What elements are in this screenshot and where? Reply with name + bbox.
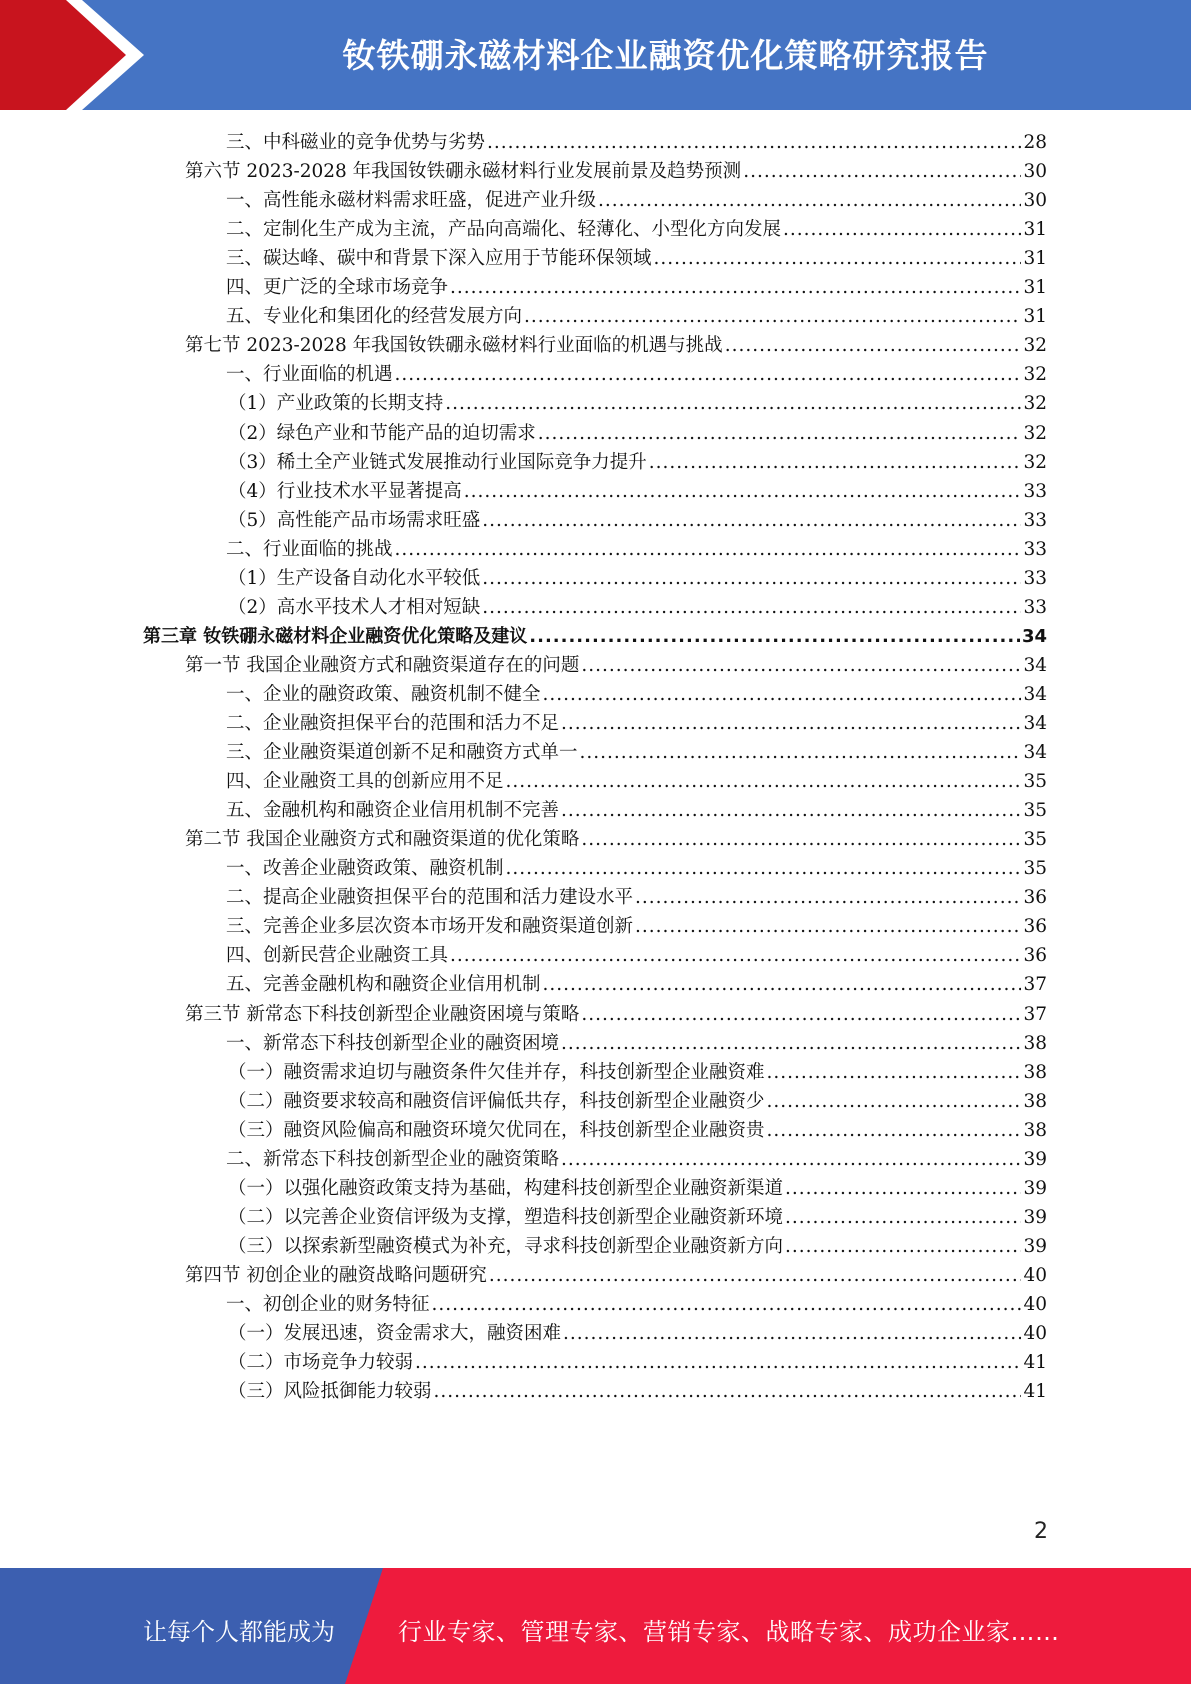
toc-entry-title: 三、碳达峰、碳中和背景下深入应用于节能环保领域 — [226, 248, 652, 270]
toc-entry-page: 41 — [1023, 1352, 1047, 1374]
toc-dot-leader — [561, 708, 1021, 739]
toc-dot-leader — [581, 650, 1021, 681]
footer-slogan-right: 行业专家、管理专家、营销专家、战略专家、成功企业家…… — [398, 1618, 1060, 1646]
toc-dot-leader — [767, 1086, 1022, 1117]
toc-entry[interactable] — [226, 940, 1047, 971]
toc-entry-page: 33 — [1023, 567, 1047, 589]
toc-entry-title: 一、改善企业融资政策、融资机制 — [226, 858, 504, 880]
toc-entry-title: 三、企业融资渠道创新不足和融资方式单一 — [226, 742, 578, 764]
toc-entry[interactable] — [185, 156, 1047, 187]
toc-entry-page: 33 — [1023, 480, 1047, 502]
toc-entry-page: 33 — [1023, 509, 1047, 531]
toc-entry[interactable] — [226, 911, 1047, 942]
toc-entry-page: 35 — [1023, 858, 1047, 880]
toc-entry-page: 39 — [1023, 1235, 1047, 1257]
toc-chapter-entry[interactable] — [143, 621, 1047, 652]
toc-dot-leader — [581, 999, 1021, 1030]
toc-entry-title: 二、提高企业融资担保平台的范围和活力建设水平 — [226, 887, 634, 909]
toc-entry[interactable] — [226, 1144, 1047, 1175]
toc-entry[interactable] — [228, 447, 1047, 478]
toc-dot-leader — [767, 1057, 1022, 1088]
toc-entry-title: 第一节 我国企业融资方式和融资渠道存在的问题 — [185, 654, 580, 676]
toc-dot-leader — [538, 418, 1022, 449]
toc-entry[interactable] — [226, 127, 1047, 158]
toc-entry-title: 一、行业面临的机遇 — [226, 364, 393, 386]
toc-entry-title: 一、高性能永磁材料需求旺盛，促进产业升级 — [226, 190, 597, 212]
toc-entry-title: （三）以探索新型融资模式为补充，寻求科技创新型企业融资新方向 — [228, 1235, 784, 1257]
toc-entry[interactable] — [228, 1202, 1047, 1233]
toc-dot-leader — [482, 592, 1021, 623]
toc-entry[interactable] — [226, 301, 1047, 332]
toc-entry-title: （一）融资需求迫切与融资条件欠佳并存，科技创新型企业融资难 — [228, 1061, 765, 1083]
toc-entry-title: 五、完善金融机构和融资企业信用机制 — [226, 974, 541, 996]
toc-dot-leader — [785, 1173, 1021, 1204]
toc-entry[interactable] — [226, 708, 1047, 739]
toc-entry-title: 五、专业化和集团化的经营发展方向 — [226, 306, 523, 328]
toc-entry-page: 35 — [1023, 800, 1047, 822]
toc-entry-title: 一、初创企业的财务特征 — [226, 1294, 430, 1315]
toc-entry-title: （三）风险抵御能力较弱 — [228, 1381, 432, 1403]
toc-entry[interactable] — [228, 1057, 1047, 1088]
toc-entry[interactable] — [226, 359, 1047, 390]
toc-dot-leader — [482, 505, 1021, 536]
toc-entry[interactable] — [226, 969, 1047, 1000]
toc-entry-title: 四、企业融资工具的创新应用不足 — [226, 771, 504, 793]
toc-entry-title: 四、创新民营企业融资工具 — [226, 945, 449, 967]
toc-entry-page: 38 — [1023, 1032, 1047, 1054]
toc-entry-title: （4）行业技术水平显著提高 — [228, 480, 462, 502]
toc-dot-leader — [506, 853, 1022, 884]
toc-dot-leader — [415, 1347, 1021, 1378]
toc-entry[interactable] — [228, 505, 1047, 536]
toc-entry[interactable] — [228, 418, 1047, 449]
toc-entry-page: 32 — [1023, 422, 1047, 444]
toc-entry[interactable] — [228, 1347, 1047, 1378]
toc-entry-page: 34 — [1023, 713, 1047, 734]
toc-entry-page: 36 — [1023, 887, 1047, 909]
toc-entry[interactable] — [226, 243, 1047, 274]
toc-entry[interactable] — [228, 388, 1047, 419]
toc-entry-page: 40 — [1023, 1294, 1047, 1315]
toc-entry-title: 第三章 钕铁硼永磁材料企业融资优化策略及建议 — [143, 625, 528, 647]
toc-dot-leader — [725, 330, 1022, 361]
toc-entry-page: 30 — [1023, 190, 1047, 212]
toc-dot-leader — [635, 882, 1021, 913]
toc-entry[interactable] — [185, 824, 1047, 855]
toc-entry[interactable] — [226, 534, 1047, 565]
toc-dot-leader — [543, 969, 1022, 1000]
toc-entry-page: 36 — [1023, 945, 1047, 967]
toc-entry[interactable] — [228, 592, 1047, 623]
toc-dot-leader — [561, 1144, 1021, 1175]
toc-entry-title: 第二节 我国企业融资方式和融资渠道的优化策略 — [185, 829, 580, 851]
toc-entry-title: 二、行业面临的挑战 — [226, 538, 393, 560]
toc-entry[interactable] — [226, 795, 1047, 826]
toc-entry[interactable] — [228, 1376, 1047, 1407]
toc-entry[interactable] — [226, 882, 1047, 913]
toc-entry-title: 三、中科磁业的竞争优势与劣势 — [226, 132, 486, 153]
toc-dot-leader — [524, 301, 1021, 332]
toc-entry-page: 31 — [1023, 306, 1047, 328]
toc-entry-page: 38 — [1023, 1090, 1047, 1112]
toc-entry-title: 第四节 初创企业的融资战略问题研究 — [185, 1264, 487, 1286]
report-title: 钕铁硼永磁材料企业融资优化策略研究报告 — [342, 36, 989, 75]
toc-entry-page: 35 — [1023, 829, 1047, 851]
toc-dot-leader — [635, 911, 1021, 942]
toc-dot-leader — [432, 1289, 1022, 1320]
toc-entry-page: 36 — [1023, 916, 1047, 938]
toc-entry[interactable] — [185, 650, 1047, 681]
toc-dot-leader — [654, 243, 1022, 274]
toc-dot-leader — [581, 824, 1021, 855]
toc-entry-page: 32 — [1023, 335, 1047, 357]
toc-entry-title: （2）绿色产业和节能产品的迫切需求 — [228, 422, 536, 444]
toc-entry[interactable] — [226, 766, 1047, 797]
toc-dot-leader — [395, 534, 1022, 565]
toc-dot-leader — [482, 563, 1021, 594]
toc-entry[interactable] — [226, 1028, 1047, 1059]
toc-entry[interactable] — [226, 1289, 1047, 1320]
toc-entry-title: （1）生产设备自动化水平较低 — [228, 567, 481, 589]
toc-entry-page: 33 — [1023, 538, 1047, 560]
toc-entry-title: （二）融资要求较高和融资信评偏低共存，科技创新型企业融资少 — [228, 1090, 765, 1112]
toc-entry-page: 34 — [1023, 683, 1047, 705]
toc-entry-title: 一、新常态下科技创新型企业的融资困境 — [226, 1032, 560, 1054]
toc-dot-leader — [785, 1231, 1021, 1262]
toc-dot-leader — [743, 156, 1021, 187]
toc-entry-title: 三、完善企业多层次资本市场开发和融资渠道创新 — [226, 916, 634, 938]
toc-dot-leader — [785, 1202, 1021, 1233]
toc-entry-page: 39 — [1023, 1206, 1047, 1228]
toc-entry-page: 39 — [1023, 1177, 1047, 1199]
toc-entry[interactable] — [185, 1260, 1047, 1291]
toc-dot-leader — [580, 737, 1022, 768]
toc-dot-leader — [464, 476, 1022, 507]
toc-entry-page: 38 — [1023, 1061, 1047, 1083]
toc-entry[interactable] — [226, 737, 1047, 768]
toc-entry[interactable] — [226, 853, 1047, 884]
toc-dot-leader — [489, 1260, 1022, 1291]
toc-entry[interactable] — [226, 679, 1047, 710]
toc-entry-page: 40 — [1023, 1323, 1047, 1345]
toc-dot-leader — [450, 940, 1021, 971]
toc-dot-leader — [506, 766, 1022, 797]
toc-entry-page: 37 — [1023, 974, 1047, 996]
toc-entry[interactable] — [185, 999, 1047, 1030]
toc-entry-page: 34 — [1023, 654, 1047, 676]
toc-entry-title: （一）以强化融资政策支持为基础，构建科技创新型企业融资新渠道 — [228, 1177, 784, 1199]
toc-dot-leader — [487, 127, 1021, 158]
toc-entry-page: 31 — [1023, 248, 1047, 270]
footer-banner — [0, 1568, 1191, 1684]
footer-slogan-left: 让每个人都能成为 — [143, 1618, 335, 1646]
toc-dot-leader — [450, 272, 1021, 303]
toc-entry[interactable] — [226, 214, 1047, 245]
toc-entry-page: 39 — [1023, 1148, 1047, 1170]
toc-entry-title: 五、金融机构和融资企业信用机制不完善 — [226, 800, 560, 822]
toc-dot-leader — [561, 1028, 1021, 1059]
toc-entry-title: （二）市场竞争力较弱 — [228, 1352, 414, 1374]
toc-entry-title: （2）高水平技术人才相对短缺 — [228, 596, 481, 618]
toc-entry[interactable] — [228, 1173, 1047, 1204]
toc-entry-page: 31 — [1023, 219, 1047, 241]
toc-dot-leader — [767, 1115, 1022, 1146]
toc-dot-leader — [543, 679, 1022, 710]
toc-entry-page: 38 — [1023, 1119, 1047, 1141]
toc-entry-title: （一）发展迅速，资金需求大，融资困难 — [228, 1323, 562, 1345]
toc-entry-page: 28 — [1023, 132, 1047, 153]
toc-entry-page: 34 — [1023, 742, 1047, 764]
toc-entry-title: 二、新常态下科技创新型企业的融资策略 — [226, 1148, 560, 1170]
toc-entry-title: 第三节 新常态下科技创新型企业融资困境与策略 — [185, 1003, 580, 1025]
toc-dot-leader — [529, 621, 1020, 652]
toc-entry-title: 二、定制化生产成为主流，产品向高端化、轻薄化、小型化方向发展 — [226, 219, 782, 241]
toc-entry-title: 二、企业融资担保平台的范围和活力不足 — [226, 713, 560, 734]
toc-entry[interactable] — [226, 272, 1047, 303]
toc-entry-page: 30 — [1023, 161, 1047, 183]
toc-entry-title: （3）稀土全产业链式发展推动行业国际竞争力提升 — [228, 451, 647, 473]
toc-entry-title: 第六节 2023-2028 年我国钕铁硼永磁材料行业发展前景及趋势预测 — [185, 161, 742, 183]
toc-dot-leader — [783, 214, 1021, 245]
toc-entry-title: （5）高性能产品市场需求旺盛 — [228, 509, 481, 531]
toc-dot-leader — [434, 1376, 1022, 1407]
toc-entry-page: 32 — [1023, 364, 1047, 386]
toc-dot-leader — [563, 1318, 1021, 1349]
toc-entry-title: （三）融资风险偏高和融资环境欠优同在，科技创新型企业融资贵 — [228, 1119, 765, 1141]
toc-dot-leader — [649, 447, 1022, 478]
toc-entry[interactable] — [228, 476, 1047, 507]
toc-entry-page: 34 — [1021, 625, 1047, 647]
toc-entry-title: （二）以完善企业资信评级为支撑，塑造科技创新型企业融资新环境 — [228, 1206, 784, 1228]
toc-entry-page: 41 — [1023, 1381, 1047, 1403]
toc-entry[interactable] — [228, 1318, 1047, 1349]
toc-entry-title: 一、企业的融资政策、融资机制不健全 — [226, 683, 541, 705]
toc-entry-page: 32 — [1023, 451, 1047, 473]
page-number: 2 — [1034, 1519, 1048, 1544]
toc-dot-leader — [445, 388, 1021, 419]
toc-entry[interactable] — [226, 185, 1047, 216]
toc-entry-page: 33 — [1023, 596, 1047, 618]
toc-entry-page: 40 — [1023, 1264, 1047, 1286]
toc-entry-page: 35 — [1023, 771, 1047, 793]
header-banner — [0, 0, 1191, 110]
toc-entry-title: 第七节 2023-2028 年我国钕铁硼永磁材料行业面临的机遇与挑战 — [185, 335, 723, 357]
toc-entry[interactable] — [228, 1231, 1047, 1262]
toc-entry[interactable] — [228, 563, 1047, 594]
toc-dot-leader — [395, 359, 1022, 390]
toc-entry[interactable] — [185, 330, 1047, 361]
header-red-arrow — [0, 0, 140, 110]
toc-entry[interactable] — [228, 1086, 1047, 1117]
toc-entry[interactable] — [228, 1115, 1047, 1146]
toc-dot-leader — [598, 185, 1021, 216]
toc-dot-leader — [561, 795, 1021, 826]
toc-entry-page: 32 — [1023, 393, 1047, 415]
toc-entry-title: 四、更广泛的全球市场竞争 — [226, 277, 449, 299]
toc-entry-page: 37 — [1023, 1003, 1047, 1025]
toc-entry-page: 31 — [1023, 277, 1047, 299]
toc-entry-title: （1）产业政策的长期支持 — [228, 393, 444, 415]
